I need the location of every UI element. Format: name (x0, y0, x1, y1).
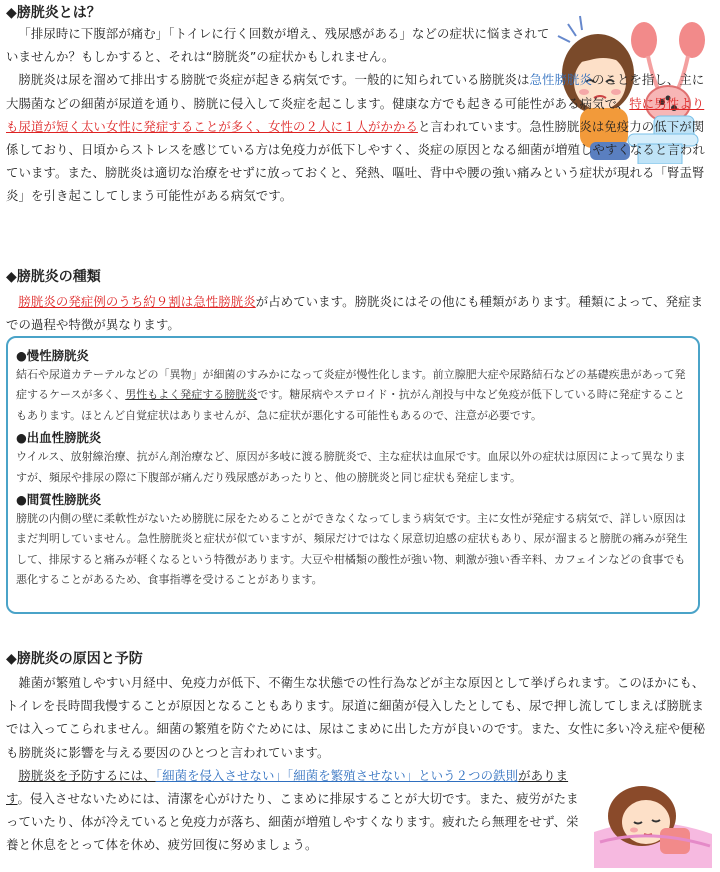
paragraph (6, 22, 558, 68)
paragraph-text: 。侵入させないためには、清潔を心がけたり、こまめに排尿することが大切です。また、疲労がたまっていたり、体が冷えていると免疫力が落ち、細菌が増殖しやすくなります。疲れたら無理をせず、栄養と休息をとって体を休め、疲労回復に努めましょう。 (6, 791, 579, 853)
section-what-is-cystitis (6, 4, 566, 22)
section1-body (6, 22, 714, 208)
paragraph-text: 膀胱炎は尿を溜めて排出する膀胱で炎症が起きる病気です。一般的に知られている膀胱炎は (18, 72, 530, 88)
paragraph-text: 「排尿時に下腹部が痛む」「トイレに行く回数が増え、残尿感がある」などの症状に悩まされていませんか？もしかすると、それは“膀胱炎”の症状かもしれません。 (6, 26, 550, 65)
type-text-hemorrhagic: ウイルス、放射線治療、抗がん剤治療など、原因が多岐に渡る膀胱炎で、主な症状は血尿です。血尿以外の症状は原因によって異なりますが、頻尿や排尿の際に下腹部が痛んだり残尿感があったりと、他の膀胱炎と同じ症状も発症します。 (16, 450, 686, 484)
type-text-interstitial: 膀胱の内側の壁に柔軟性がないため膀胱に尿をためることができなくなってしまう病気です。主に女性が発症する病気で、詳しい原因はまだ判明していません。急性膀胱炎と症状が似ていますが、頻尿だけではなく尿意切迫感の症状もあり、尿が溜まると膀胱の痛みが発生して、排尿すると痛みが軽くなるという特徴があります。大豆や柑橘類の酸性が強い物、刺激が強い香辛料、カフェインなどの食事でも悪化することがあるため、食事指導を受けることがあります。 (16, 512, 688, 587)
section-types (6, 268, 712, 336)
highlight-men-also: 男性もよく発症する膀胱炎 (125, 388, 258, 402)
acute-cystitis-term: 急性膀胱炎 (529, 72, 592, 88)
paragraph-text: 雑菌が繁殖しやすい月経中、免疫力が低下、不衛生な状態での性行為などが主な原因として挙げられます。このほかにも、トイレを長時間我慢することが原因となることもあります。尿道に細菌が侵入したとしても、尿で押し流してしまえば膀胱までは入ってこられません。細菌の繁殖を防ぐためには、尿はこまめに出した方が良いのです。また、女性に多い冷え症や便秘も膀胱炎に影響を与える要因のひとつと言われています。 (6, 675, 706, 760)
paragraph-text: のことを指し、主に大腸菌などの細菌が尿道を通り、膀胱に侵入して炎症を起こします。健康な方でも起きる可能性がある病気で、 (6, 72, 705, 111)
paragraph-text: があります (6, 767, 569, 807)
paragraph (6, 671, 712, 764)
highlight-acute-ratio: 膀胱炎の発症例のうち約９割は急性膀胱炎 (18, 294, 256, 309)
section-heading: ◆膀胱炎の種類 (6, 269, 101, 285)
paragraph-text: と言われています。急性膀胱炎は免疫力の低下が関係しており、日頃からストレスを感じている方は免疫力が低下しやすく、炎症の原因となる細菌が増殖しやすくなると言われています。また、膀胱炎は適切な治療をせずに放っておくと、発熱、嘔吐、背中や腰の強い痛みという症状が現れる「腎盂腎炎」を引き起こしてしまう可能性がある病気です。 (6, 118, 705, 204)
paragraph-text: が占めています。膀胱炎にはその他にも種類があります。種類によって、発症までの過程や特徴が異なります。 (6, 294, 704, 333)
type-text-chronic (16, 365, 690, 426)
section-heading: ◆膀胱炎の原因と予防 (6, 651, 143, 667)
section-causes-prevention (6, 650, 712, 857)
paragraph (6, 764, 586, 857)
cystitis-types-box (6, 336, 700, 614)
type-title-interstitial: ●間質性膀胱炎 (16, 492, 102, 508)
paragraph (6, 290, 712, 336)
paragraph-text: 膀胱炎を予防するには、 (18, 767, 156, 783)
highlight-women-prevalence: 特に男性よりも尿道が短く太い女性に発症することが多く、女性の２人に１人がかかる (6, 95, 705, 134)
type-text: です。糖尿病やステロイド・抗がん剤投与中など免疫が低下している時に発症することもあります。ほとんど自覚症状はありませんが、急に症状が悪化する可能性もあるので、注意が必要です。 (16, 388, 685, 422)
type-title-hemorrhagic: ●出血性膀胱炎 (16, 430, 102, 446)
type-text: 結石や尿道カテーテルなどの「異物」が細菌のすみかになって炎症が慢性化します。前立腺肥大症や尿路結石などの基礎疾患があって発症するケースが多く、 (16, 368, 686, 402)
highlight-two-rules: 「細菌を侵入させない」「細菌を繁殖させない」という２つの鉄則 (155, 767, 519, 783)
paragraph (6, 68, 714, 207)
type-title-chronic: ●慢性膀胱炎 (16, 348, 89, 363)
section-heading: ◆膀胱炎とは？ (6, 5, 101, 21)
